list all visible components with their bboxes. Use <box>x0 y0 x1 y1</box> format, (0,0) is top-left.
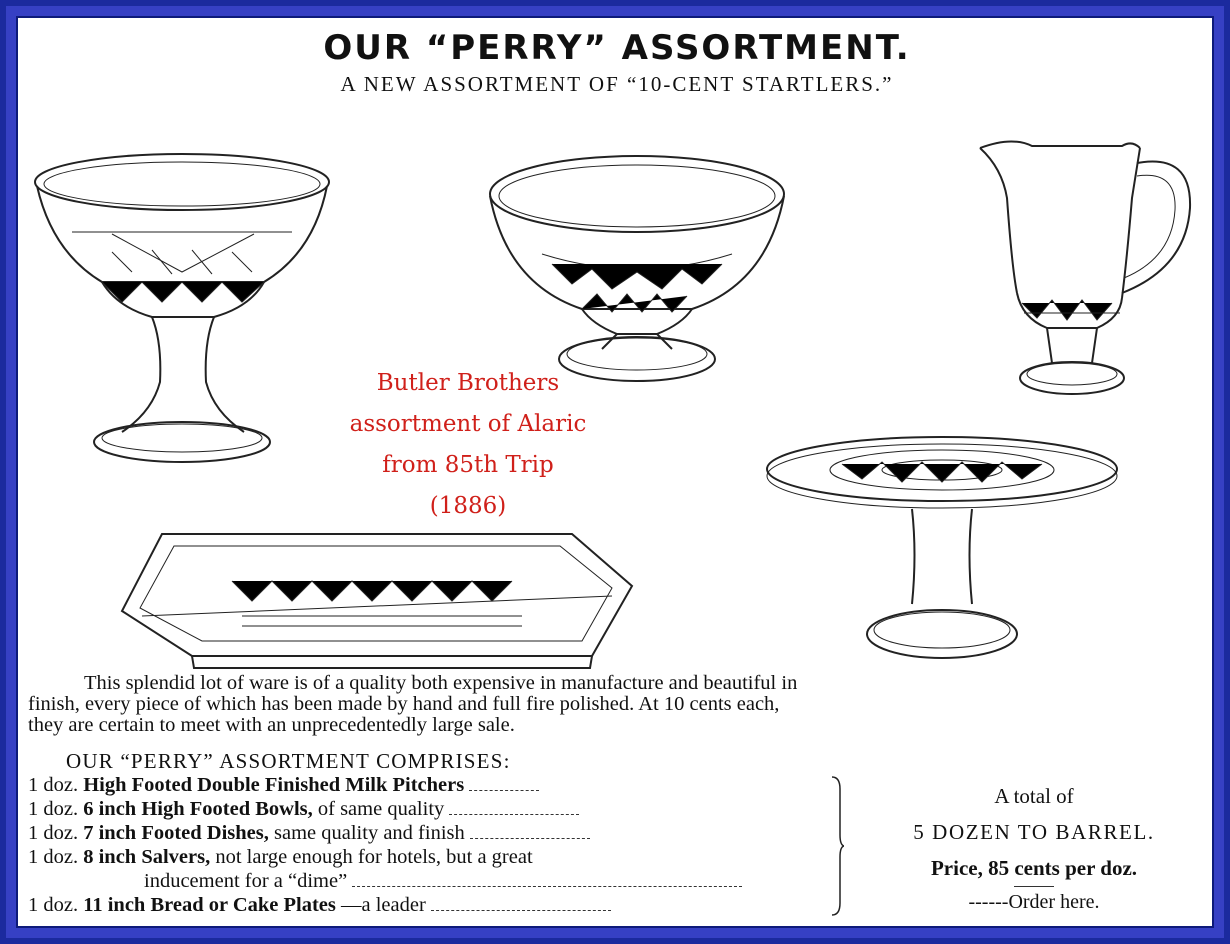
list-item <box>28 845 828 869</box>
cake-salver-icon <box>762 434 1142 679</box>
caption-line: (1886) <box>429 493 507 519</box>
order-here-link[interactable]: ------Order here. <box>968 891 1100 913</box>
item-quantity: 1 doz. <box>28 822 79 844</box>
dotted-leader <box>449 814 579 815</box>
caption-line: from 85th Trip <box>382 452 554 478</box>
ad-subtitle: A NEW ASSORTMENT OF “10-CENT STARTLERS.” <box>340 72 894 96</box>
item-name: 8 inch Salvers, <box>83 846 211 868</box>
item-note: of same quality <box>317 798 445 820</box>
summary-box <box>864 778 1204 917</box>
dotted-leader <box>352 886 742 887</box>
item-note: —a leader <box>341 894 426 916</box>
item-note: not large enough for hotels, but a great <box>215 846 533 868</box>
oblong-dish-icon <box>112 526 652 676</box>
item-note: same quality and finish <box>274 822 465 844</box>
item-quantity: 1 doz. <box>28 846 79 868</box>
ad-title: OUR “PERRY” ASSORTMENT. <box>323 28 911 68</box>
description-line: they are certain to meet with an unprecedentedly large sale. <box>28 714 515 736</box>
item-name: High Footed Double Finished Milk Pitchers <box>83 774 465 796</box>
compote-icon <box>32 142 342 472</box>
description-line: This splendid lot of ware is of a quality both expensive in manufacture and beautiful in <box>84 672 798 694</box>
curly-brace <box>830 775 844 917</box>
summary-per-barrel: 5 DOZEN TO BARREL. <box>913 820 1155 844</box>
order-label[interactable]: Order here. <box>1008 891 1100 913</box>
list-item <box>28 821 828 845</box>
milk-pitcher-icon <box>972 128 1202 428</box>
footed-bowl-icon <box>482 144 802 394</box>
item-continuation: inducement for a “dime” <box>144 870 348 892</box>
advertisement-page <box>16 16 1214 928</box>
description-line: finish, every piece of which has been made by hand and full fire polished. At 10 cents each, <box>28 693 780 715</box>
caption-line: assortment of Alaric <box>349 411 587 437</box>
items-list <box>28 773 828 917</box>
photo-caption <box>318 363 618 527</box>
item-quantity: 1 doz. <box>28 774 79 796</box>
caption-line: Butler Brothers <box>376 370 560 396</box>
item-name: 7 inch Footed Dishes, <box>83 822 269 844</box>
item-quantity: 1 doz. <box>28 894 79 916</box>
summary-total: A total of <box>994 784 1074 808</box>
list-item <box>28 797 828 821</box>
description-paragraph <box>28 673 1206 736</box>
comprises-heading: OUR “PERRY” ASSORTMENT COMPRISES: <box>66 749 511 773</box>
item-name: 11 inch Bread or Cake Plates <box>83 894 336 916</box>
dotted-leader <box>470 838 590 839</box>
page-frame <box>6 6 1224 938</box>
list-item <box>28 869 828 893</box>
item-name: 6 inch High Footed Bowls, <box>83 798 313 820</box>
summary-price: Price, 85 cents per doz. <box>930 856 1138 880</box>
item-quantity: 1 doz. <box>28 798 79 820</box>
list-item <box>28 773 828 797</box>
dotted-leader <box>431 910 611 911</box>
dotted-leader <box>469 790 539 791</box>
list-item <box>28 893 828 917</box>
